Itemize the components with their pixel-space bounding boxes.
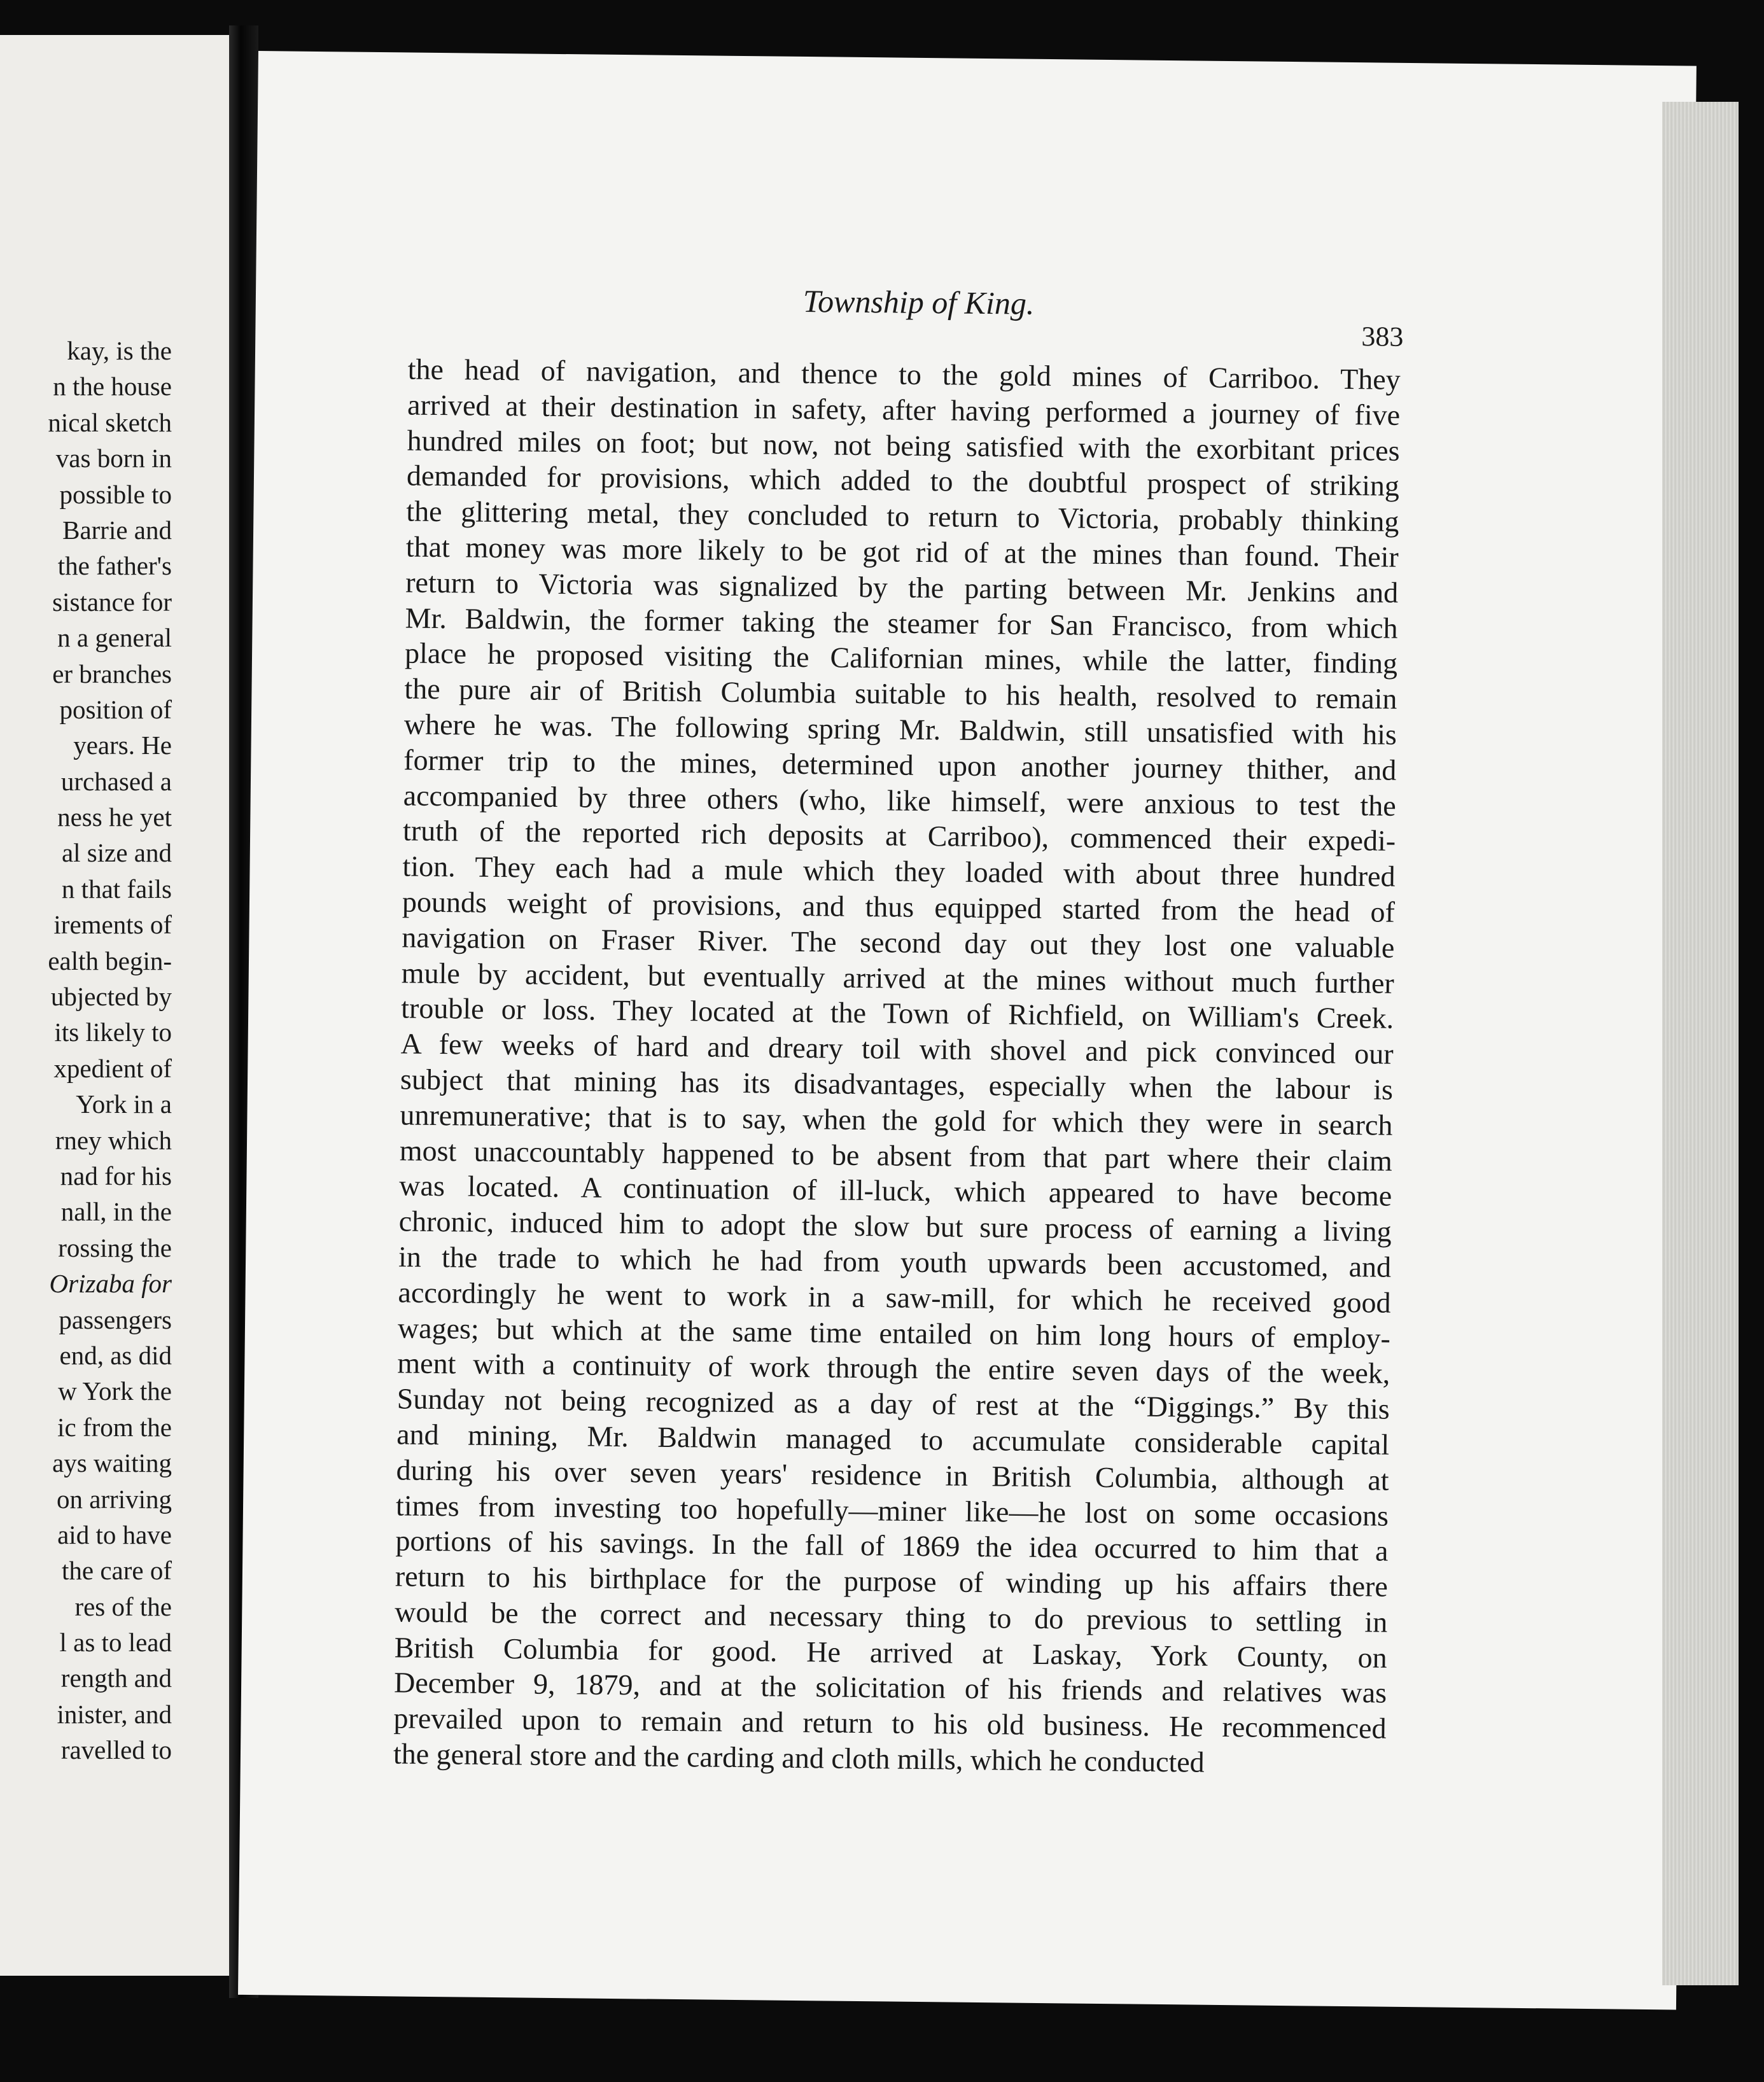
body-line: subject that mining has its disadvantages, especially when the labour is — [400, 1063, 1394, 1106]
left-line: Barrie and — [62, 515, 172, 545]
left-line: n a general — [57, 623, 172, 653]
left-line: rength and — [60, 1663, 172, 1693]
body-line: ment with a continuity of work through the entire seven days of the week, — [397, 1346, 1390, 1390]
body-line: in the trade to which he had from youth upwards been accustomed, and — [398, 1240, 1392, 1283]
left-line: its likely to — [54, 1017, 172, 1047]
body-line: the pure air of British Columbia suitable to his health, resolved to remain — [404, 672, 1397, 715]
left-line: w York the — [58, 1376, 172, 1406]
body-line: hundred miles on foot; but now, not being satisfied with the exorbitant prices — [407, 424, 1400, 467]
body-line: truth of the reported rich deposits at Carriboo), commenced their expedi- — [402, 814, 1396, 858]
body-line: accompanied by three others (who, like himself, were anxious to test the — [403, 779, 1396, 822]
left-line: inister, and — [57, 1699, 172, 1729]
left-page-text — [48, 333, 172, 1768]
left-line: ness he yet — [57, 802, 172, 832]
body-line: during his over seven years' residence in British Columbia, although at — [396, 1453, 1389, 1497]
body-text — [393, 351, 1401, 1782]
left-line: er branches — [52, 659, 172, 688]
body-line: demanded for provisions, which added to the doubtful prospect of striking — [406, 459, 1400, 503]
left-line: Orizaba for — [49, 1269, 172, 1299]
body-line: December 9, 1879, and at the solicitation of his friends and relatives was — [393, 1666, 1387, 1710]
page-number: 383 — [1361, 321, 1404, 353]
body-line: where he was. The following spring Mr. Baldwin, still unsatisfied with his — [403, 708, 1397, 751]
body-line: Mr. Baldwin, the former taking the steamer for San Francisco, from which — [405, 601, 1398, 645]
body-line: the general store and the carding and cloth mills, which he conducted — [393, 1737, 1205, 1778]
left-line: passengers — [59, 1304, 172, 1334]
body-line: portions of his savings. In the fall of 1869 the idea occurred to him that a — [395, 1524, 1389, 1568]
body-line: and mining, Mr. Baldwin managed to accumulate considerable capital — [396, 1418, 1390, 1461]
body-line: unremunerative; that is to say, when the gold for which they were in search — [400, 1098, 1393, 1142]
left-line: on arriving — [56, 1484, 172, 1514]
body-line: A few weeks of hard and dreary toil with shovel and pick convinced our — [400, 1027, 1394, 1070]
page-edges — [1662, 102, 1739, 1985]
body-line: the glittering metal, they concluded to return to Victoria, probably thinking — [406, 494, 1399, 538]
body-line: chronic, induced him to adopt the slow but sure process of earning a living — [398, 1205, 1392, 1248]
body-line: prevailed upon to remain and return to his old business. He recommenced — [393, 1701, 1387, 1745]
body-line: arrived at their destination in safety, after having performed a journey of five — [407, 388, 1401, 431]
body-line: the head of navigation, and thence to the gold mines of Carriboo. They — [407, 353, 1401, 396]
body-line: most unaccountably happened to be absent from that part where their claim — [399, 1133, 1393, 1177]
left-line: vas born in — [55, 444, 172, 473]
body-line: pounds weight of provisions, and thus equipped started from the head of — [402, 885, 1396, 928]
left-line: nad for his — [60, 1161, 172, 1191]
body-line: trouble or loss. They located at the Town of Richfield, on William's Creek. — [400, 991, 1394, 1035]
left-line: kay, is the — [67, 336, 172, 365]
body-line: was located. A continuation of ill-luck, which appeared to have become — [399, 1169, 1392, 1213]
left-line: rossing the — [58, 1233, 172, 1262]
left-line: urchased a — [60, 766, 172, 796]
left-line: xpedient of — [53, 1053, 172, 1083]
body-line: return to Victoria was signalized by the parting between Mr. Jenkins and — [405, 566, 1399, 609]
running-head: Township of King. — [802, 283, 1035, 321]
body-line: British Columbia for good. He arrived at Laskay, York County, on — [394, 1631, 1387, 1674]
body-line: return to his birthplace for the purpose of winding up his affairs there — [395, 1560, 1389, 1603]
left-line: possible to — [59, 479, 172, 509]
body-line: times from investing too hopefully—miner like—he lost on some occasions — [395, 1488, 1389, 1532]
left-line: nall, in the — [60, 1197, 172, 1227]
body-line: would be the correct and necessary thing to do previous to settling in — [395, 1595, 1388, 1638]
left-line: aid to have — [57, 1520, 172, 1549]
right-page — [238, 51, 1697, 2009]
left-line: ays waiting — [52, 1448, 172, 1478]
body-line: that money was more likely to be got rid of at the mines than found. Their — [405, 530, 1399, 573]
left-line: al size and — [61, 838, 172, 868]
left-line: end, as did — [59, 1340, 172, 1370]
left-page — [0, 35, 229, 1976]
left-line: ic from the — [57, 1412, 172, 1442]
body-line: wages; but which at the same time entailed on him long hours of employ- — [397, 1311, 1391, 1355]
body-line: navigation on Fraser River. The second day out they lost one valuable — [402, 921, 1395, 964]
left-line: ravelled to — [60, 1735, 172, 1765]
left-line: n that fails — [61, 874, 172, 904]
left-line: res of the — [74, 1591, 172, 1621]
left-line: n the house — [53, 372, 172, 402]
left-line: position of — [59, 694, 172, 724]
body-line: mule by accident, but eventually arrived at the mines without much further — [401, 956, 1395, 1000]
body-line: former trip to the mines, determined upon another journey thither, and — [403, 743, 1397, 786]
left-line: years. He — [73, 730, 172, 760]
left-line: irements of — [53, 910, 172, 940]
left-line: sistance for — [52, 587, 172, 617]
body-line: tion. They each had a mule which they loaded with about three hundred — [402, 849, 1396, 893]
left-line: nical sketch — [48, 407, 172, 437]
left-line: rney which — [55, 1125, 172, 1155]
body-line: accordingly he went to work in a saw-mill, for which he received good — [398, 1276, 1391, 1319]
left-line: the care of — [62, 1556, 172, 1586]
left-line: l as to lead — [59, 1628, 172, 1658]
left-line: the father's — [57, 551, 172, 581]
body-line: Sunday not being recognized as a day of rest at the “Diggings.” By this — [396, 1382, 1390, 1425]
left-line: ubjected by — [50, 982, 172, 1012]
left-line: ealth begin- — [48, 946, 172, 975]
left-line: York in a — [76, 1089, 172, 1119]
body-line: place he proposed visiting the Californian mines, while the latter, finding — [404, 636, 1398, 680]
